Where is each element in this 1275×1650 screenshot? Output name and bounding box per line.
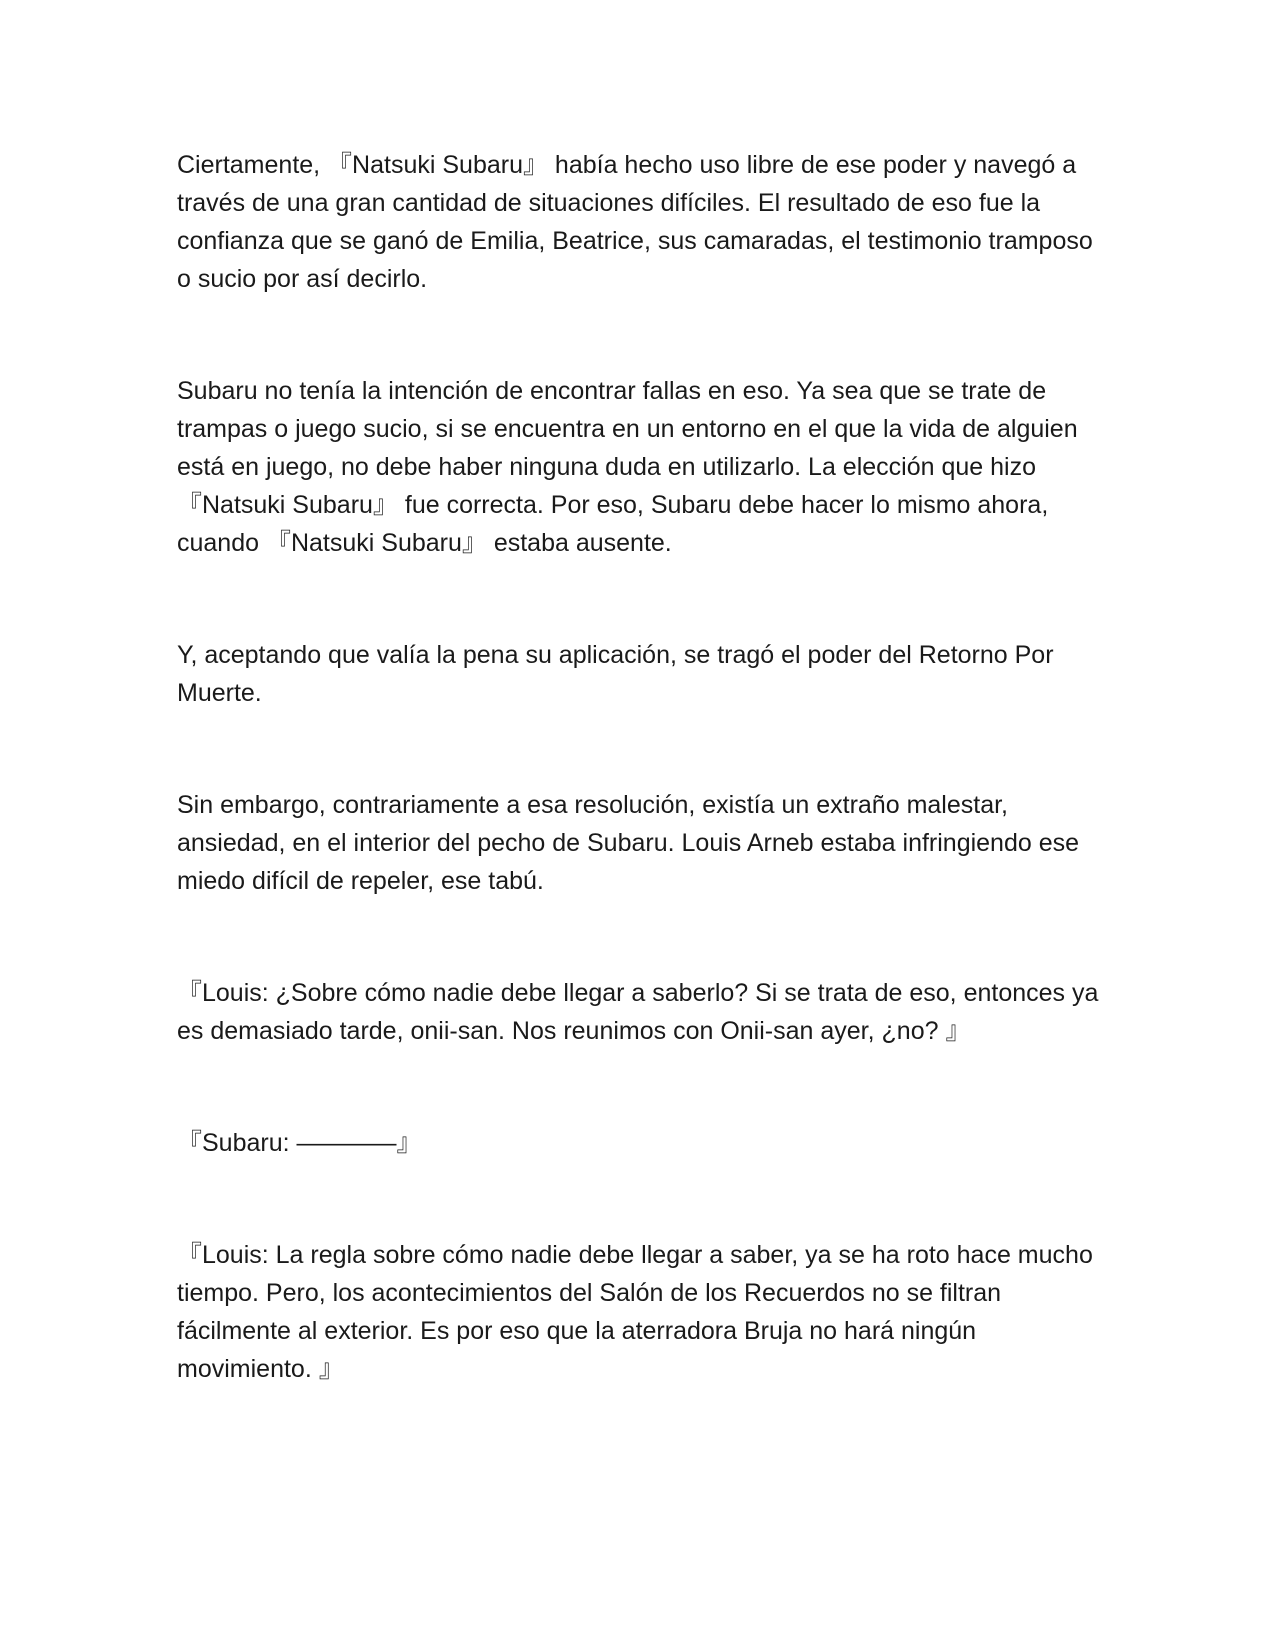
paragraph-2: Subaru no tenía la intención de encontrar fallas en eso. Ya sea que se trate de trampas o juego sucio, si se encuentra en un entorno en el que la vida de alguien está en juego, no debe haber ninguna duda en utilizarlo. La elección que hizo 『Natsuki Subaru』 fue correcta. Por eso, Subaru debe hacer lo mismo ahora, cuando 『Natsuki Subaru』 estaba ausente.	[177, 377, 1078, 557]
paragraph-4: Sin embargo, contrariamente a esa resolución, existía un extraño malestar, ansiedad, en el interior del pecho de Subaru. Louis Arneb estaba infringiendo ese miedo difícil de repeler, ese tabú.	[177, 791, 1080, 895]
paragraph-1: Ciertamente, 『Natsuki Subaru』 había hecho uso libre de ese poder y navegó a través de una gran cantidad de situaciones difíciles. El resultado de eso fue la confianza que se ganó de Emilia, Beatrice, sus camaradas, el testimonio tramposo o sucio por así decirlo.	[177, 151, 1093, 293]
dialogue-louis-2: 『Louis: La regla sobre cómo nadie debe llegar a saber, ya se ha roto hace mucho tiempo. Pero, los acontecimientos del Salón de los Recuerdos no se filtran fácilmente al exterior. Es por eso que la aterradora Bruja no hará ningún movimiento. 』	[177, 1241, 1093, 1383]
document-body	[177, 146, 1107, 1462]
paragraph-3: Y, aceptando que valía la pena su aplicación, se tragó el poder del Retorno Por Muerte.	[177, 641, 1054, 707]
dialogue-louis-1: 『Louis: ¿Sobre cómo nadie debe llegar a saberlo? Si se trata de eso, entonces ya es demasiado tarde, onii-san. Nos reunimos con Onii-san ayer, ¿no? 』	[177, 979, 1099, 1045]
dialogue-subaru: 『Subaru: ————』	[177, 1129, 422, 1157]
